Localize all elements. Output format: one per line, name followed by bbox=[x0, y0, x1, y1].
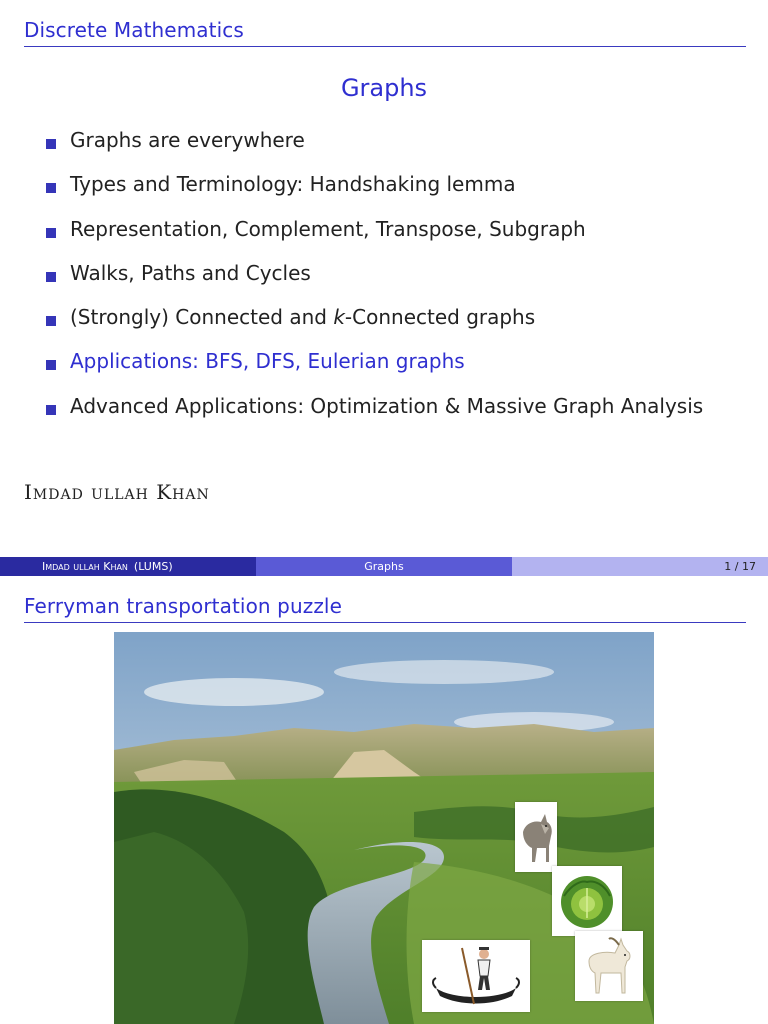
bullet-square-icon bbox=[46, 360, 56, 370]
cabbage-card bbox=[552, 866, 622, 936]
wolf-icon bbox=[515, 802, 557, 872]
river-landscape-image bbox=[114, 632, 654, 1024]
bullet-square-icon bbox=[46, 183, 56, 193]
landscape-photo bbox=[114, 632, 654, 1024]
topic-list bbox=[46, 128, 703, 438]
wolf-card bbox=[515, 802, 557, 872]
frame-header: Ferryman transportation puzzle bbox=[24, 594, 342, 618]
slide-title: Graphs bbox=[340, 74, 428, 102]
bullet-square-icon bbox=[46, 272, 56, 282]
footer-author-name: Imdad ullah Khan bbox=[42, 560, 128, 573]
list-item bbox=[46, 128, 703, 172]
list-item bbox=[46, 217, 703, 261]
bullet-text: Representation, Complement, Transpose, Subgraph bbox=[70, 216, 586, 241]
footer-institution: (LUMS) bbox=[133, 560, 173, 573]
ferryman-boat-icon bbox=[422, 940, 530, 1012]
slide-2 bbox=[0, 576, 768, 1024]
list-item bbox=[46, 261, 703, 305]
slide-footer bbox=[0, 557, 768, 576]
list-item bbox=[46, 305, 703, 349]
footer-page-number: 1 / 17 bbox=[512, 557, 768, 576]
list-item bbox=[46, 394, 703, 438]
bullet-square-icon bbox=[46, 228, 56, 238]
bullet-text: Advanced Applications: Optimization & Massive Graph Analysis bbox=[70, 393, 704, 418]
header-rule bbox=[24, 46, 746, 47]
footer-author bbox=[0, 557, 256, 576]
bullet-square-icon bbox=[46, 139, 56, 149]
bullet-text: (Strongly) Connected and bbox=[70, 305, 334, 330]
ferryman-card bbox=[422, 940, 530, 1012]
list-item-highlighted bbox=[46, 349, 703, 393]
author-name: Imdad ullah Khan bbox=[24, 480, 210, 504]
frame-header: Discrete Mathematics bbox=[24, 18, 244, 42]
bullet-text-italic: k bbox=[333, 305, 345, 330]
bullet-square-icon bbox=[46, 405, 56, 415]
bullet-text: Walks, Paths and Cycles bbox=[70, 260, 311, 285]
list-item bbox=[46, 172, 703, 216]
bullet-square-icon bbox=[46, 316, 56, 326]
bullet-text: -Connected graphs bbox=[344, 305, 536, 330]
header-rule bbox=[24, 622, 746, 623]
bullet-text: Types and Terminology: Handshaking lemma bbox=[70, 172, 516, 197]
bullet-text: Graphs are everywhere bbox=[70, 128, 305, 152]
cabbage-icon bbox=[552, 866, 622, 936]
footer-title: Graphs bbox=[256, 557, 512, 576]
goat-card bbox=[575, 931, 643, 1001]
bullet-text: Applications: BFS, DFS, Eulerian graphs bbox=[70, 349, 465, 374]
goat-icon bbox=[575, 931, 643, 1001]
